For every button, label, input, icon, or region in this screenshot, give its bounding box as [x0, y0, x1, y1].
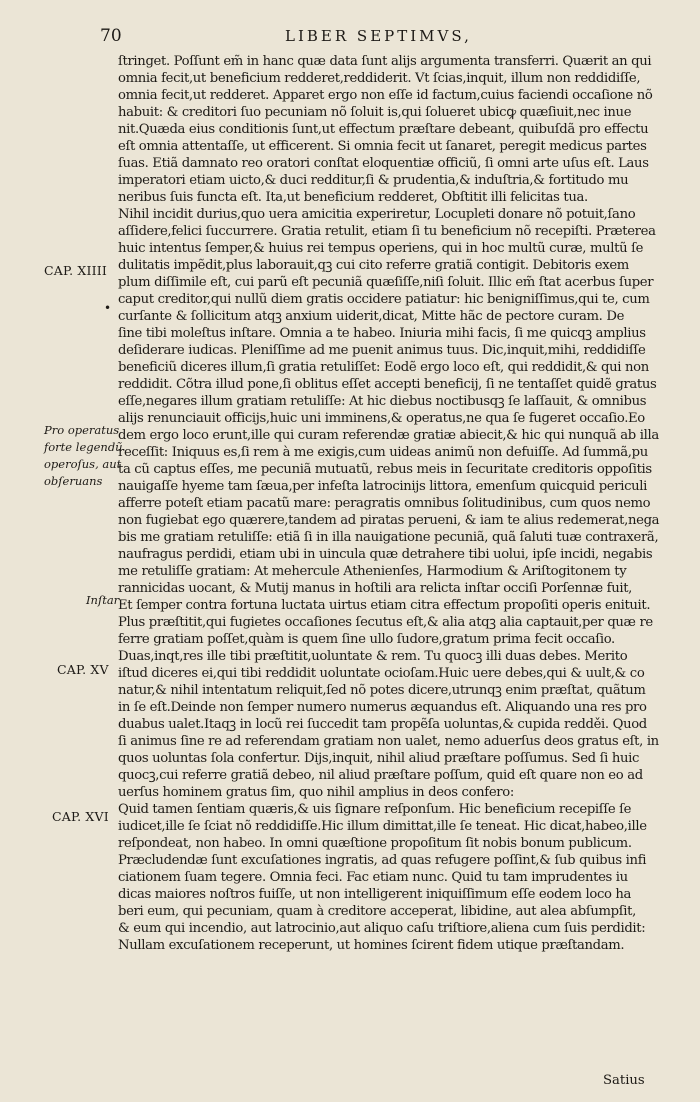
text-line: Nullam excuſationem receperunt, ut homines ſcirent fidem utique præſtandam.: [118, 938, 625, 953]
margin-note-instar: Inſtar: [86, 593, 120, 607]
text-line: rannicidas uocant, & Mutij manus in hoſtili ara relicta inſtar occiſi Porſennæ fuit,: [118, 581, 632, 596]
text-line: Præcludendæ ſunt excuſationes ingratis, ad quas refugere poſſint,& ſub quibus infi: [118, 853, 647, 868]
text-line: ta cũ captus eſſes, me pecuniã mutuatũ, rebus meis in ſecuritate creditoris oppoſitis: [118, 462, 652, 477]
text-line: me retuliſſe gratiam: At mehercule Athenienſes, Harmodium & Ariſtogitonem ty: [118, 564, 627, 579]
text-line: Plus præſtitit,qui fugietes occaſiones ſecutus eſt,& alia atqꝫ alia captauit,per quæ re: [118, 615, 653, 630]
text-line: naufragus perdidi, etiam ubi in uincula quæ detrahere tibi uolui, ipſe incidi, negabis: [118, 547, 653, 562]
running-title: LIBER SEPTIMVS,: [285, 27, 472, 45]
text-line: eſt omnia attentaſſe, ut efficerent. Si omnia fecit ut ſanaret, peregit medicus partes: [118, 139, 647, 154]
text-line: huic intentus ſemper,& huius rei tempus operiens, qui in hoc multũ curæ, multũ ſe: [118, 241, 644, 256]
text-line: habuit: & creditori ſuo pecuniam nõ ſoluit is,qui ſolueret ubicꝙ quæſiuit,nec inue: [118, 105, 632, 120]
page-header: [100, 26, 640, 50]
text-line: aſſidere,felici ſuccurrere. Gratia retulit, etiam ſi tu beneficium nõ recepiſti. Præterea: [118, 224, 656, 239]
text-line: bis me gratiam retuliſſe: etiã ſi in illa nauigatione pecuniã, quã ſaluti tuæ contraxerã,: [118, 530, 659, 545]
text-line: uerſus hominem gratus ſim, quo nihil amplius in deos confero:: [118, 785, 514, 800]
text-line: ſuas. Etiã damnato reo oratori conſtat eloquentiæ officiũ, ſi omni arte uſus eſt. Laus: [118, 156, 649, 171]
page-number: 70: [100, 26, 122, 46]
text-line: afferre poteſt etiam pacatũ mare: peragratis omnibus ſolitudinibus, cum quos nemo: [118, 496, 651, 511]
text-line: quos uoluntas ſola confertur. Dijs,inquit, nihil aliud præſtare poſſumus. Sed ſi huic: [118, 751, 640, 766]
margin-note: Pro operatus: [44, 423, 120, 437]
margin-note: obſeruans: [44, 474, 103, 488]
body-text: [118, 53, 678, 954]
margin-mark: •: [104, 301, 112, 315]
text-line: in ſe eſt.Deinde non ſemper numero numerus æquandus eſt. Aliquando una res pro: [118, 700, 647, 715]
text-line: dem ergo loco erunt,ille qui curam referendæ gratiæ abiecit,& hic qui nunquã ab illa: [118, 428, 659, 443]
text-line: eſſe,negares illum gratiam retuliſſe: At hic diebus noctibusqꝫ ſe laſſauit, & omnibus: [118, 394, 647, 409]
text-line: ſine tibi moleſtus inſtare. Omnia a te habeo. Iniuria mihi facis, ſi me quicqꝫ amplius: [118, 326, 646, 341]
text-line: Et ſemper contra fortuna luctata uirtus etiam citra effectum propoſiti operis enituit.: [118, 598, 651, 613]
text-line: reddidit. Cõtra illud pone,ſi oblitus eſſet accepti beneficij, ſi ne tentaſſet quidẽ gratus: [118, 377, 657, 392]
text-line: neribus ſuis functa eſt. Ita,ut beneficium redderet, Obſtitit illi felicitas tua.: [118, 190, 588, 205]
text-line: alijs renunciauit officijs,huic uni imminens,& operatus,ne qua ſe fugeret occaſio.Eo: [118, 411, 645, 426]
text-line: Nihil incidit durius,quo uera amicitia experiretur, Locupleti donare nõ potuit,ſano: [118, 207, 636, 222]
text-line: ciationem ſuam tegere. Omnia feci. Fac etiam nunc. Quid tu tam imprudentes iu: [118, 870, 628, 885]
text-line: Duas,inqt,res ille tibi præſtitit,uoluntate & rem. Tu quocꝫ illi duas debes. Merito: [118, 649, 628, 664]
text-line: nauigaſſe hyeme tam ſæua,per infeſta latrocinijs littora, emenſum quicquid periculi: [118, 479, 647, 494]
chapter-marker-15: CAP. XV: [57, 662, 109, 677]
text-line: curſante & ſollicitum atqꝫ anxium uiderit,dicat, Mitte hãc de pectore curam. De: [118, 309, 625, 324]
text-line: Quid tamen ſentiam quæris,& uis ſignare reſponſum. Hic beneficium recepiſſe ſe: [118, 802, 632, 817]
text-line: duabus ualet.Itaqꝫ in locũ rei ſuccedit tam propẽſa uoluntas,& cupida redděi. Quod: [118, 717, 647, 732]
text-line: natur,& nihil intentatum reliquit,ſed nõ potes dicere,utrunqꝫ enim præſtat, quãtum: [118, 683, 646, 698]
margin-note: forte legendũ: [44, 440, 123, 454]
text-line: imperatori etiam uicto,& duci redditur,ſi & prudentia,& induſtria,& fortitudo mu: [118, 173, 629, 188]
text-line: omnia fecit,ut redderet. Apparet ergo non eſſe id factum,cuius faciendi occaſione nõ: [118, 88, 653, 103]
text-line: dicas maiores noſtros fuiſſe, ut non intelligerent iniquiſſimum eſſe eodem loco ha: [118, 887, 632, 902]
text-line: ferre gratiam poſſet,quàm is quem ſine ullo ſudore,gratum prima fecit occaſio.: [118, 632, 615, 647]
catchword: Satius: [603, 1073, 645, 1088]
text-line: quocꝫ,cui referre gratiã debeo, nil aliud præſtare poſſum, quid eſt quare non eo ad: [118, 768, 643, 783]
text-line: non fugiebat ego quærere,tandem ad piratas perueni, & iam te alius redemerat,nega: [118, 513, 660, 528]
text-line: plum diſſimile eſt, cui parũ eſt pecuniã quæſiſſe,niſi ſoluit. Illic em̃ ſtat acerbus ſuper: [118, 275, 654, 290]
margin-note: operoſus, aut: [44, 457, 122, 471]
text-line: ſi animus ſine re ad referendam gratiam non ualet, nemo aduerſus deos gratus eſt, in: [118, 734, 659, 749]
text-line: omnia fecit,ut beneficium redderet,reddiderit. Vt ſcias,inquit, illum non reddidiſſe,: [118, 71, 641, 86]
chapter-marker-16: CAP. XVI: [52, 809, 109, 824]
chapter-marker-14: CAP. XIIII: [44, 263, 108, 278]
text-line: beri eum, qui pecuniam, quam à creditore acceperat, libidine, aut alea abſumpſit,: [118, 904, 636, 919]
text-line: caput creditor,qui nullũ diem gratis occidere patiatur: hic benigniſſimus,qui te, cum: [118, 292, 650, 307]
text-line: iſtud diceres ei,qui tibi reddidit uoluntate ocioſam.Huic uere debes,qui & uult,& co: [118, 666, 645, 681]
text-line: nit.Quæda eius conditionis ſunt,ut effectum præſtare debeant, quibuſdã pro effectu: [118, 122, 649, 137]
text-line: ſtringet. Poſſunt em̃ in hanc quæ data ſunt alijs argumenta transferri. Quærit an qui: [118, 54, 652, 69]
text-line: deſiderare iudicas. Pleniſſime ad me puenit animus tuus. Dic,inquit,mihi, reddidiſſe: [118, 343, 646, 358]
text-line: receſſit: Iniquus es,ſi rem à me exigis,cum uideas animũ non defuiſſe. Ad ſummã,pu: [118, 445, 648, 460]
text-line: dulitatis impẽdit,plus laborauit,qꝫ cui cito referre gratiã contigit. Debitoris exem: [118, 258, 629, 273]
text-line: & eum qui incendio, aut latrocinio,aut aliquo caſu triſtiore,aliena cum ſuis perdidit:: [118, 921, 646, 936]
text-line: beneficiũ diceres illum,ſi gratia retuliſſet: Eodẽ ergo loco eſt, qui reddidit,& qui non: [118, 360, 649, 375]
text-line: iudicet,ille ſe ſciat nõ reddidiſſe.Hic illum dimittat,ille ſe teneat. Hic dicat,habeo,ille: [118, 819, 647, 834]
text-line: reſpondeat, non habeo. In omni quæſtione propoſitum ſit nobis bonum publicum.: [118, 836, 632, 851]
